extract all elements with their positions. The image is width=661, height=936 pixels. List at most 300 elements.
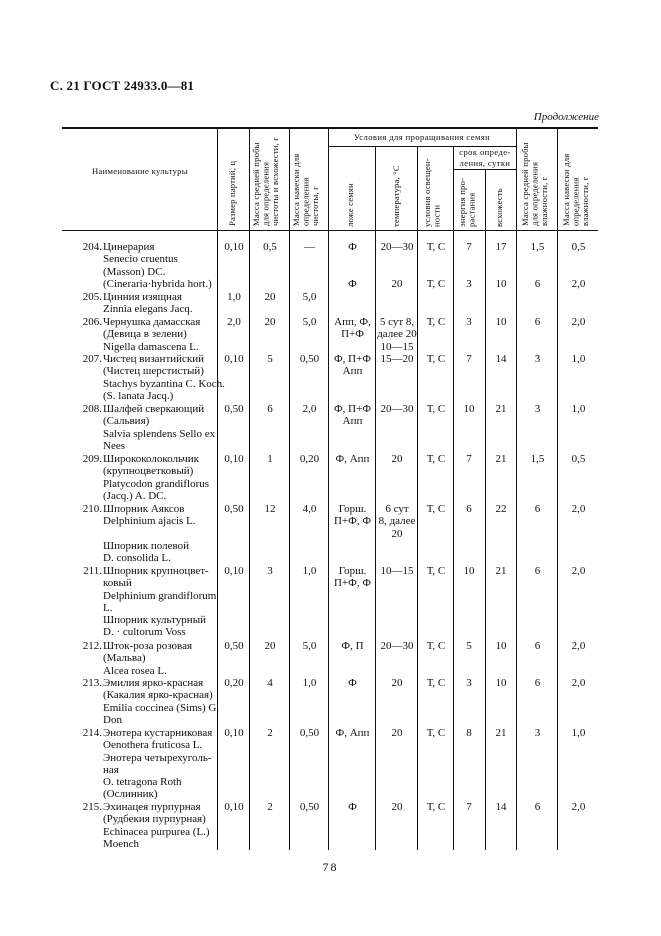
cell-lot: [219, 403, 249, 415]
cell-hitch: [291, 403, 328, 415]
cell-germ: [486, 353, 516, 365]
row-number: 207.: [82, 353, 102, 365]
cell-mhitch: [559, 677, 598, 689]
cell-energy: [454, 565, 484, 577]
cell-temp: [376, 241, 418, 290]
cell-line: 2,0: [571, 640, 586, 652]
cell-hitch: [291, 801, 328, 813]
header-energy-line: растания: [466, 192, 477, 227]
cell-line: 1,0: [302, 565, 317, 577]
cell-lot: [219, 565, 249, 577]
culture-name-line: (Сальвия): [103, 415, 150, 428]
cell-msample: [518, 801, 557, 813]
cell-msample: [518, 640, 557, 652]
culture-name-line: (Мальва): [103, 652, 146, 665]
culture-name-line: Moench: [103, 837, 140, 850]
cell-line: 0,5: [571, 453, 586, 465]
cell-line: Горш.: [338, 503, 367, 515]
cell-sample: [251, 353, 289, 365]
cell-light: [419, 291, 453, 303]
culture-name-line: Don: [103, 713, 122, 726]
cell-energy: [454, 503, 484, 515]
cell-line: 8: [466, 727, 472, 739]
col-rule: [516, 128, 517, 850]
cell-germ: [486, 403, 516, 415]
header-name: Наименование культуры: [92, 166, 188, 176]
cell-line: 20: [391, 527, 403, 540]
cell-hitch: [291, 241, 328, 253]
cell-msample: [518, 403, 557, 415]
cell-temp: [376, 503, 418, 540]
cell-energy: [454, 291, 484, 303]
cell-mhitch: [559, 565, 598, 577]
cell-line: 7: [466, 353, 472, 365]
page-number: 78: [322, 860, 339, 874]
cell-line: 0,10: [224, 241, 244, 253]
cell-line: 20: [391, 453, 403, 465]
cell-line: 2,0: [571, 277, 586, 290]
header-conditions-group: Условия для проращивания семян: [353, 132, 491, 142]
cell-lot: [219, 727, 249, 739]
culture-name-line: Delphinium ajacis L.: [103, 515, 196, 528]
cell-line: Т, С: [426, 565, 446, 577]
row-number: 206.: [82, 316, 102, 328]
cell-sample: [251, 291, 289, 303]
culture-name-line: Шпорник полевой: [103, 539, 189, 552]
cell-msample: [518, 677, 557, 689]
cell-hitch: [291, 565, 328, 577]
culture-name-line: (Ослинник): [103, 788, 158, 801]
col-rule: [328, 128, 329, 850]
header-sample-mass: Масса средней пробы для определения чистоты и всхожести, г: [251, 137, 281, 226]
row-number: 209.: [82, 453, 102, 465]
culture-name-line: Platycodon grandiflorus: [103, 477, 210, 490]
cell-sample: [251, 453, 289, 465]
cell-line: 20: [391, 801, 403, 813]
continuation-label: Продолжение: [533, 111, 599, 123]
cell-line: [330, 253, 375, 265]
cell-mhitch: [559, 503, 598, 515]
cell-line: 0,50: [299, 727, 320, 739]
cell-lot: [219, 353, 249, 365]
cell-light: [419, 801, 453, 813]
culture-name-line: Шпорник крупноцвет-: [103, 565, 209, 577]
cell-temp: [376, 801, 418, 813]
header-lighting-line: ности: [431, 204, 442, 227]
culture-name-line: Чистец византийский: [103, 353, 205, 365]
culture-name-line: Senecio cruentus: [103, 253, 178, 266]
cell-msample: [518, 565, 557, 577]
culture-name-line: Emilia coccinea (Sims) G.: [103, 701, 220, 714]
culture-name-line: Oenothera fruticosa L.: [103, 739, 203, 752]
cell-energy: [454, 677, 484, 689]
cell-sample: [251, 801, 289, 813]
cell-line: 20—30: [380, 241, 414, 253]
cell-line: 2,0: [302, 403, 317, 415]
cell-energy: [454, 640, 484, 652]
header-hitch-line: определения: [300, 177, 311, 226]
cell-line: 3: [466, 316, 472, 328]
header-hitch-line: чистоты, г: [310, 186, 321, 226]
culture-name-line: Цинерария: [103, 241, 155, 253]
cell-line: Т, С: [426, 801, 446, 813]
row-number: 205.: [82, 291, 102, 303]
cell-temp: [376, 565, 418, 577]
cell-line: [376, 266, 418, 278]
cell-line: 14: [495, 801, 507, 813]
header-temperature: температура, °С: [391, 165, 401, 227]
cell-germ: [486, 503, 516, 515]
cell-line: 0,50: [299, 353, 320, 365]
cell-line: Т, С: [426, 677, 446, 689]
cell-line: 0,5: [571, 241, 586, 253]
row-number: 210.: [82, 503, 102, 515]
cell-energy: [454, 801, 484, 813]
cell-temp: [376, 316, 418, 353]
cell-line: Ф, Апп: [335, 727, 370, 739]
cell-lot: [219, 316, 249, 328]
cell-line: 8, далее: [378, 515, 416, 528]
cell-line: Ф, П+Ф: [333, 403, 372, 415]
cell-bed: [330, 565, 375, 590]
cell-line: 1,0: [227, 291, 241, 303]
cell-germ: [486, 241, 516, 290]
cell-line: 3: [267, 565, 273, 577]
culture-name-line: Ширококолокольчик: [103, 453, 199, 465]
cell-line: 10—15: [380, 340, 414, 353]
cell-line: [419, 266, 453, 278]
cell-line: П+Ф: [341, 328, 364, 341]
cell-line: 21: [495, 403, 507, 415]
cell-line: 6: [534, 640, 541, 652]
cell-lot: [219, 640, 249, 652]
cell-line: 0,10: [224, 453, 244, 465]
cell-line: Ф: [348, 241, 357, 253]
culture-name-line: Цинния изящная: [103, 291, 182, 303]
cell-line: 6: [534, 801, 541, 813]
cell-line: 0,50: [224, 403, 244, 415]
cell-line: 1,5: [530, 241, 545, 253]
cell-light: [419, 727, 453, 739]
cell-line: Ф, Апп: [335, 453, 370, 465]
cell-line: 10—15: [380, 565, 414, 577]
cell-line: 0,50: [299, 801, 320, 813]
cell-line: 0,10: [224, 727, 244, 739]
cell-mhitch: [559, 353, 598, 365]
cell-line: 10: [463, 565, 475, 577]
culture-name-line: (Какалия ярко-красная): [103, 689, 213, 702]
cell-line: [559, 253, 598, 265]
cell-sample: [251, 565, 289, 577]
culture-name-line: D. consolida L.: [103, 552, 171, 565]
cell-line: 20: [264, 291, 276, 303]
cell-line: 20: [264, 316, 276, 328]
cell-line: Т, С: [426, 241, 446, 253]
cell-line: 4: [267, 677, 273, 689]
cell-line: 7: [466, 453, 472, 465]
header-hitch-line: Масса навески для: [291, 153, 301, 226]
row-number: 208.: [82, 403, 102, 415]
cell-light: [419, 353, 453, 365]
cell-temp: [376, 353, 418, 365]
cell-line: Т, С: [426, 503, 446, 515]
cell-line: Т, С: [426, 277, 446, 290]
cell-light: [419, 640, 453, 652]
culture-name-line: (Masson) DC.: [103, 265, 166, 278]
header-lot-size: Размер партий, ц: [227, 160, 237, 226]
cell-line: [454, 291, 484, 303]
cell-bed: [330, 316, 375, 341]
cell-line: 5,0: [302, 316, 317, 328]
cell-light: [419, 565, 453, 577]
cell-line: Ф, П+Ф: [333, 353, 372, 365]
cell-line: 3: [534, 403, 541, 415]
cell-line: Т, С: [426, 316, 446, 328]
cell-line: [518, 253, 557, 265]
cell-line: 10: [463, 403, 475, 415]
cell-line: 2,0: [571, 503, 586, 515]
culture-name-line: (Рудбекия пурпурная): [103, 813, 206, 826]
cell-line: Т, С: [426, 353, 446, 365]
culture-name-line: Чернушка дамасская: [103, 316, 201, 328]
cell-line: [486, 266, 516, 278]
header-energy-line: энергия про-: [457, 177, 467, 227]
culture-name-line: (Jacq.) A. DC.: [103, 489, 167, 502]
cell-line: 5: [267, 353, 273, 365]
cell-msample: [518, 291, 557, 303]
cell-line: 3: [466, 677, 472, 689]
cell-msample: [518, 316, 557, 328]
cell-temp: [376, 291, 418, 303]
cell-line: [559, 291, 598, 303]
cell-light: [419, 403, 453, 415]
cell-germ: [486, 727, 516, 739]
cell-line: [330, 291, 375, 303]
cell-line: 5,0: [302, 291, 317, 303]
cell-line: [419, 253, 453, 265]
culture-name-line: Salvia splendens Sello ex: [103, 427, 216, 440]
cell-line: 6 сут: [385, 503, 409, 515]
cell-sample: [251, 241, 289, 253]
cell-line: Горш.: [338, 565, 367, 577]
culture-name-line: D. · cultorum Voss: [103, 626, 186, 639]
cell-line: 20: [391, 677, 403, 689]
cell-hitch: [291, 677, 328, 689]
cell-line: [454, 266, 484, 278]
culture-name-line: Эхинацея пурпурная: [103, 801, 201, 813]
cell-line: 5,0: [302, 640, 317, 652]
row-number: 204.: [82, 241, 102, 253]
cell-mhitch: [559, 801, 598, 813]
cell-line: 1,0: [571, 403, 586, 415]
cell-bed: [330, 727, 375, 739]
cell-light: [419, 316, 453, 328]
col-rule: [557, 128, 558, 850]
row-number: 215.: [82, 801, 102, 813]
cell-line: 6: [534, 565, 541, 577]
cell-line: 21: [495, 727, 507, 739]
cell-msample: [518, 727, 557, 739]
cell-lot: [219, 291, 249, 303]
cell-line: 6: [534, 677, 541, 689]
cell-line: [376, 253, 418, 265]
cell-line: 3: [466, 277, 472, 290]
cell-light: [419, 503, 453, 515]
cell-line: Ф: [348, 277, 357, 290]
cell-mhitch: [559, 640, 598, 652]
culture-name-line: Nees: [103, 439, 125, 452]
cell-germ: [486, 291, 516, 303]
cell-line: 10: [495, 677, 507, 689]
cell-line: [486, 291, 516, 303]
cell-bed: [330, 677, 375, 689]
cell-line: 10: [495, 277, 507, 290]
cell-bed: [330, 453, 375, 465]
cell-germ: [486, 677, 516, 689]
cell-line: Ф: [348, 677, 357, 689]
cell-line: 12: [264, 503, 276, 515]
culture-name-line: (Девица в зелени): [103, 328, 187, 341]
header-moisture-sample: Масса средней пробы для определения влажности, г: [520, 142, 550, 226]
header-lighting-line: условия освещен-: [422, 158, 432, 227]
cell-line: 2,0: [571, 316, 586, 328]
cell-line: 21: [495, 453, 507, 465]
cell-line: 6: [534, 503, 541, 515]
culture-name-line: Шалфей сверкающий: [103, 403, 205, 415]
cell-hitch: [291, 316, 328, 328]
culture-name-line: (Чистец шерстистый): [103, 365, 204, 378]
culture-name-line: ковый: [103, 577, 132, 590]
cell-line: 1,5: [530, 453, 545, 465]
cell-bed: [330, 353, 375, 378]
culture-name-line: Шпорник культурный: [103, 614, 206, 627]
cell-lot: [219, 453, 249, 465]
cell-temp: [376, 640, 418, 652]
cell-msample: [518, 453, 557, 465]
header-lighting: [423, 152, 447, 227]
cell-line: 17: [495, 241, 507, 253]
cell-temp: [376, 403, 418, 415]
cell-bed: [330, 241, 375, 290]
page-header: С. 21 ГОСТ 24933.0—81: [50, 78, 195, 93]
cell-hitch: [291, 291, 328, 303]
cell-line: 5: [466, 640, 472, 652]
cell-line: 15—20: [380, 353, 414, 365]
table-header-rule: [62, 230, 598, 231]
header-energy: [458, 174, 482, 227]
culture-name-line: L.: [103, 601, 113, 614]
cell-germ: [486, 801, 516, 813]
cell-sample: [251, 640, 289, 652]
cell-energy: [454, 403, 484, 415]
cell-line: 2,0: [571, 801, 586, 813]
cell-line: [559, 266, 598, 278]
cell-line: Ф, П: [341, 640, 364, 652]
cell-line: [518, 266, 557, 278]
cell-mhitch: [559, 453, 598, 465]
cell-temp: [376, 453, 418, 465]
cell-line: 7: [466, 801, 472, 813]
cell-temp: [376, 677, 418, 689]
cell-line: 10: [495, 640, 507, 652]
cell-line: 20—30: [380, 403, 414, 415]
cell-line: 1,0: [571, 727, 586, 739]
row-number: 214.: [82, 727, 102, 739]
cell-line: [518, 291, 557, 303]
cell-line: П+Ф, Ф: [333, 515, 372, 528]
cell-light: [419, 453, 453, 465]
cell-hitch: [291, 503, 328, 515]
cell-line: 0,10: [224, 353, 244, 365]
cell-temp: [376, 727, 418, 739]
cell-lot: [219, 677, 249, 689]
header-moisture-hitch: Масса навески для определения влажности, г: [561, 153, 591, 226]
cell-bed: [330, 503, 375, 528]
cell-lot: [219, 241, 249, 253]
cell-energy: [454, 453, 484, 465]
cell-line: 2,0: [227, 316, 241, 328]
culture-name-line: Шток-роза розовая: [103, 640, 193, 652]
cell-germ: [486, 640, 516, 652]
cell-sample: [251, 403, 289, 415]
culture-name-line: Шпорник Аяксов: [103, 503, 185, 515]
cell-germ: [486, 453, 516, 465]
culture-name-line: (S. lanata Jacq.): [103, 389, 174, 402]
culture-name-line: (Cineraria·hybrida hort.): [103, 277, 212, 290]
cell-light: [419, 241, 453, 290]
cell-msample: [518, 503, 557, 515]
culture-name-line: Echinacea purpurea (L.): [103, 825, 210, 838]
cell-line: 1,0: [302, 677, 317, 689]
cell-lot: [219, 801, 249, 813]
cell-hitch: [291, 453, 328, 465]
cell-line: 7: [466, 241, 472, 253]
header-term-group: срок опреде-ления, сутки: [459, 147, 511, 168]
culture-name-line: Delphinium grandiflorum: [103, 589, 217, 602]
cell-line: 6: [534, 277, 541, 290]
culture-name-line: O. tetragona Roth: [103, 776, 182, 789]
cell-sample: [251, 727, 289, 739]
cell-line: Апп: [342, 365, 363, 378]
cell-line: 0,10: [224, 801, 244, 813]
cell-line: 0,5: [263, 241, 277, 253]
cell-line: 0,10: [224, 565, 244, 577]
cell-bed: [330, 403, 375, 428]
cell-line: 3: [534, 727, 541, 739]
cell-line: 20: [391, 277, 403, 290]
cell-mhitch: [559, 727, 598, 739]
cell-line: Т, С: [426, 453, 446, 465]
cell-line: 6: [466, 503, 472, 515]
cell-line: Т, С: [426, 403, 446, 415]
cell-line: —: [304, 241, 315, 253]
culture-name-line: Эмилия ярко-красная: [103, 677, 204, 689]
culture-name-line: Nigella damascena L.: [103, 340, 199, 353]
cell-line: Ф: [348, 801, 357, 813]
culture-name-line: Энотера кустарниковая: [103, 727, 213, 739]
cell-mhitch: [559, 403, 598, 415]
cell-sample: [251, 503, 289, 515]
culture-name-line: Zinnia elegans Jacq.: [103, 303, 193, 316]
culture-name-line: [103, 528, 293, 540]
cell-line: П+Ф, Ф: [333, 577, 372, 590]
cell-hitch: [291, 353, 328, 365]
culture-name-line: Stachys byzantina C. Koch.: [103, 377, 225, 390]
cell-line: 2,0: [571, 565, 586, 577]
row-number: 213.: [82, 677, 102, 689]
cell-germ: [486, 316, 516, 328]
cell-line: 22: [495, 503, 507, 515]
